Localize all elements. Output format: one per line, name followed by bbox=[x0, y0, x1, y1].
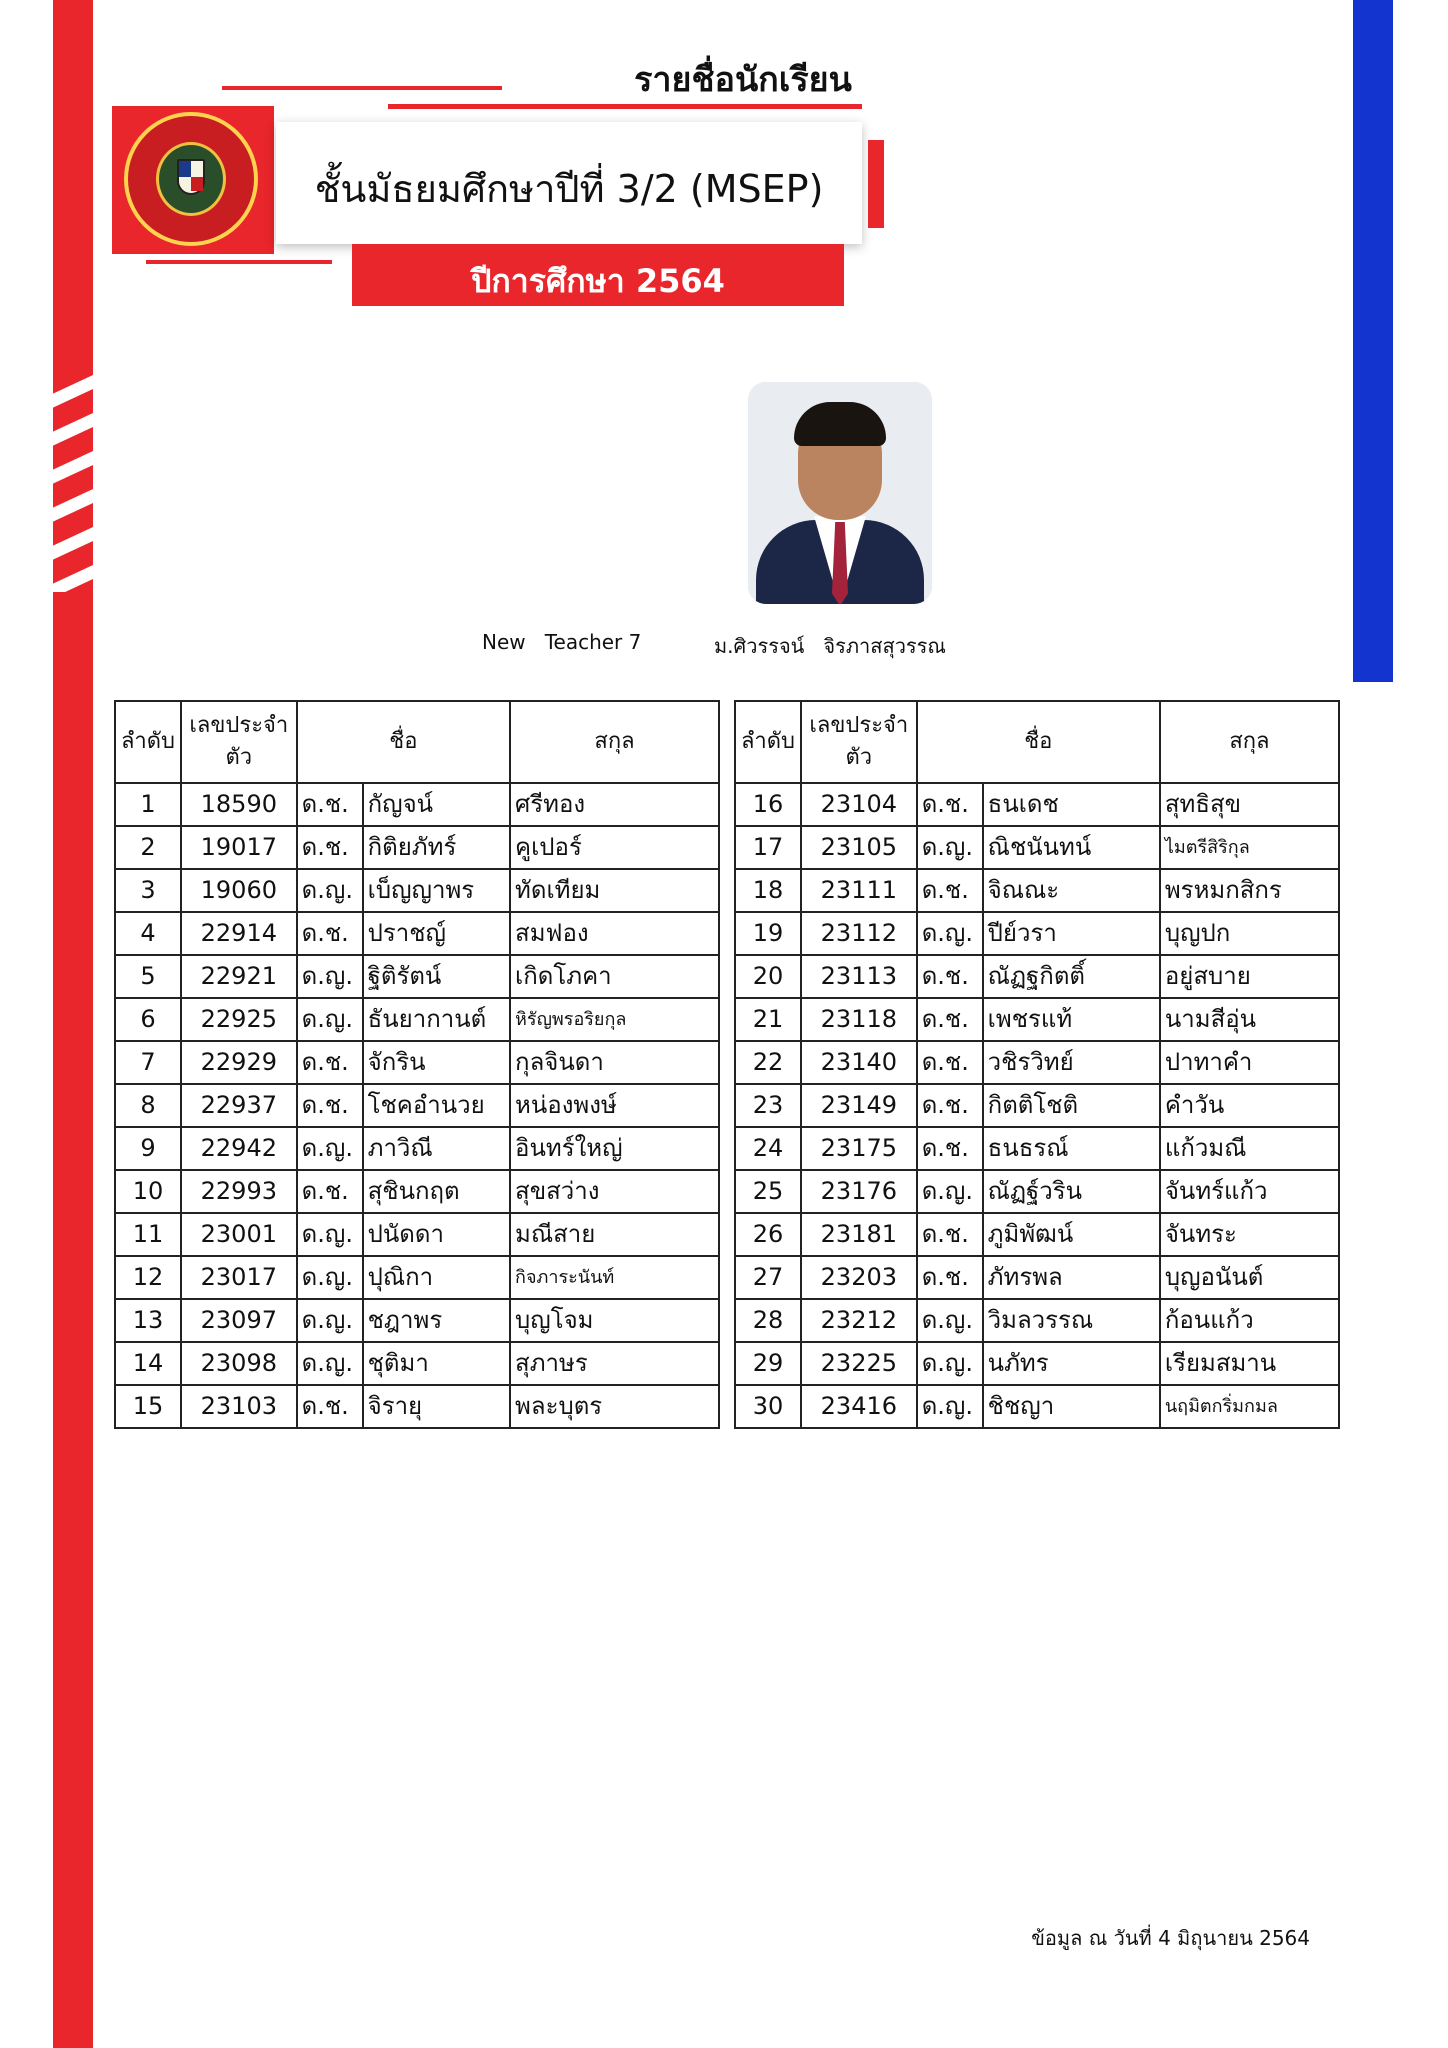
name-title: ด.ช. bbox=[297, 912, 363, 955]
row-number: 22 bbox=[735, 1041, 801, 1084]
shield-icon bbox=[177, 159, 205, 195]
table-row bbox=[115, 1342, 719, 1385]
table-row bbox=[115, 869, 719, 912]
table-row bbox=[115, 955, 719, 998]
name-title: ด.ช. bbox=[297, 826, 363, 869]
row-number: 5 bbox=[115, 955, 181, 998]
first-name: เพชรแท้ bbox=[983, 998, 1160, 1041]
student-id: 22993 bbox=[181, 1170, 297, 1213]
student-id: 22914 bbox=[181, 912, 297, 955]
roster-table-right bbox=[734, 700, 1340, 1429]
table-row bbox=[735, 1041, 1339, 1084]
name-title: ด.ช. bbox=[297, 1041, 363, 1084]
first-name: ภาวิณี bbox=[363, 1127, 510, 1170]
class-title-panel bbox=[276, 122, 862, 244]
last-name: นามสีอุ่น bbox=[1160, 998, 1339, 1041]
table-row bbox=[735, 783, 1339, 826]
last-name: หิรัญพรอริยกุล bbox=[510, 998, 719, 1041]
table-row bbox=[115, 912, 719, 955]
panel-accent bbox=[868, 140, 884, 228]
first-name: ธนธรณ์ bbox=[983, 1127, 1160, 1170]
row-number: 23 bbox=[735, 1084, 801, 1127]
name-title: ด.ญ. bbox=[917, 1342, 983, 1385]
name-title: ด.ช. bbox=[917, 1213, 983, 1256]
name-title: ด.ช. bbox=[297, 1385, 363, 1428]
last-name: พละบุตร bbox=[510, 1385, 719, 1428]
table-row bbox=[735, 1127, 1339, 1170]
table-row bbox=[115, 1256, 719, 1299]
last-name: เกิดโภคา bbox=[510, 955, 719, 998]
student-id: 23017 bbox=[181, 1256, 297, 1299]
first-name: ชุติมา bbox=[363, 1342, 510, 1385]
academic-year-banner bbox=[352, 244, 844, 306]
row-number: 24 bbox=[735, 1127, 801, 1170]
academic-year: ปีการศึกษา 2564 bbox=[471, 262, 725, 300]
last-name: ไมตรีสิริกุล bbox=[1160, 826, 1339, 869]
table-row bbox=[735, 1170, 1339, 1213]
name-title: ด.ญ. bbox=[297, 1213, 363, 1256]
row-number: 14 bbox=[115, 1342, 181, 1385]
last-name: คูเปอร์ bbox=[510, 826, 719, 869]
student-id: 23104 bbox=[801, 783, 917, 826]
table-row bbox=[115, 1170, 719, 1213]
first-name: ชฎาพร bbox=[363, 1299, 510, 1342]
row-number: 9 bbox=[115, 1127, 181, 1170]
header-no: ลำดับ bbox=[115, 701, 181, 783]
table-row bbox=[735, 998, 1339, 1041]
school-logo bbox=[112, 106, 274, 254]
teacher-photo bbox=[748, 382, 932, 604]
first-name: กิติยภัทร์ bbox=[363, 826, 510, 869]
row-number: 7 bbox=[115, 1041, 181, 1084]
table-row bbox=[115, 826, 719, 869]
student-id: 23098 bbox=[181, 1342, 297, 1385]
name-title: ด.ญ. bbox=[297, 1342, 363, 1385]
table-row bbox=[735, 1299, 1339, 1342]
first-name: ณัฏฐ์วริน bbox=[983, 1170, 1160, 1213]
header-id: เลขประจำตัว bbox=[801, 701, 917, 783]
student-id: 19017 bbox=[181, 826, 297, 869]
table-row bbox=[735, 826, 1339, 869]
student-id: 19060 bbox=[181, 869, 297, 912]
student-id: 23416 bbox=[801, 1385, 917, 1428]
header-first-name: ชื่อ bbox=[297, 701, 510, 783]
left-red-bar bbox=[53, 0, 93, 2048]
student-id: 23181 bbox=[801, 1213, 917, 1256]
last-name: จันทร์แก้ว bbox=[1160, 1170, 1339, 1213]
row-number: 25 bbox=[735, 1170, 801, 1213]
row-number: 6 bbox=[115, 998, 181, 1041]
row-number: 30 bbox=[735, 1385, 801, 1428]
row-number: 29 bbox=[735, 1342, 801, 1385]
table-header-row bbox=[115, 701, 719, 783]
first-name: โชคอำนวย bbox=[363, 1084, 510, 1127]
last-name: ปาทาคำ bbox=[1160, 1041, 1339, 1084]
first-name: ภูมิพัฒน์ bbox=[983, 1213, 1160, 1256]
last-name: เรียมสมาน bbox=[1160, 1342, 1339, 1385]
name-title: ด.ช. bbox=[297, 783, 363, 826]
row-number: 12 bbox=[115, 1256, 181, 1299]
row-number: 10 bbox=[115, 1170, 181, 1213]
student-id: 23001 bbox=[181, 1213, 297, 1256]
last-name: อินทร์ใหญ่ bbox=[510, 1127, 719, 1170]
first-name: ธนเดช bbox=[983, 783, 1160, 826]
row-number: 28 bbox=[735, 1299, 801, 1342]
table-row bbox=[735, 912, 1339, 955]
last-name: แก้วมณี bbox=[1160, 1127, 1339, 1170]
first-name: ชิชญา bbox=[983, 1385, 1160, 1428]
student-id: 23113 bbox=[801, 955, 917, 998]
right-blue-bar bbox=[1353, 0, 1393, 682]
first-name: เบ็ญญาพร bbox=[363, 869, 510, 912]
last-name: คำวัน bbox=[1160, 1084, 1339, 1127]
last-name: พรหมกสิกร bbox=[1160, 869, 1339, 912]
table-row bbox=[735, 1213, 1339, 1256]
row-number: 26 bbox=[735, 1213, 801, 1256]
student-id: 23112 bbox=[801, 912, 917, 955]
last-name: กุลจินดา bbox=[510, 1041, 719, 1084]
table-row bbox=[115, 1385, 719, 1428]
table-row bbox=[735, 1342, 1339, 1385]
first-name: กัญจน์ bbox=[363, 783, 510, 826]
student-id: 22937 bbox=[181, 1084, 297, 1127]
row-number: 18 bbox=[735, 869, 801, 912]
last-name: บุญอนันต์ bbox=[1160, 1256, 1339, 1299]
header-first-name: ชื่อ bbox=[917, 701, 1160, 783]
name-title: ด.ญ. bbox=[297, 998, 363, 1041]
table-row bbox=[115, 1084, 719, 1127]
first-name: ปีย์วรา bbox=[983, 912, 1160, 955]
left-bar-stripes bbox=[53, 372, 93, 592]
first-name: กิตติโชติ bbox=[983, 1084, 1160, 1127]
last-name: มณีสาย bbox=[510, 1213, 719, 1256]
first-name: ธันยากานต์ bbox=[363, 998, 510, 1041]
table-row bbox=[735, 1084, 1339, 1127]
row-number: 3 bbox=[115, 869, 181, 912]
student-id: 23118 bbox=[801, 998, 917, 1041]
student-id: 22929 bbox=[181, 1041, 297, 1084]
row-number: 17 bbox=[735, 826, 801, 869]
row-number: 8 bbox=[115, 1084, 181, 1127]
table-row bbox=[115, 1127, 719, 1170]
name-title: ด.ช. bbox=[917, 1041, 983, 1084]
table-row bbox=[115, 783, 719, 826]
decor-line-lower bbox=[146, 260, 332, 264]
name-title: ด.ญ. bbox=[917, 1170, 983, 1213]
last-name: บุญปก bbox=[1160, 912, 1339, 955]
name-title: ด.ช. bbox=[917, 1084, 983, 1127]
student-id: 23111 bbox=[801, 869, 917, 912]
teacher-label: New Teacher 7 bbox=[482, 630, 642, 654]
name-title: ด.ญ. bbox=[917, 826, 983, 869]
table-row bbox=[735, 955, 1339, 998]
first-name: ภัทรพล bbox=[983, 1256, 1160, 1299]
row-number: 19 bbox=[735, 912, 801, 955]
table-row bbox=[115, 1299, 719, 1342]
name-title: ด.ญ. bbox=[297, 1299, 363, 1342]
first-name: ณัฏฐกิตติ์ bbox=[983, 955, 1160, 998]
student-id: 23175 bbox=[801, 1127, 917, 1170]
student-id: 23103 bbox=[181, 1385, 297, 1428]
row-number: 1 bbox=[115, 783, 181, 826]
school-seal-icon bbox=[124, 112, 258, 246]
last-name: ทัดเทียม bbox=[510, 869, 719, 912]
row-number: 11 bbox=[115, 1213, 181, 1256]
name-title: ด.ช. bbox=[917, 869, 983, 912]
row-number: 16 bbox=[735, 783, 801, 826]
first-name: ปราชญ์ bbox=[363, 912, 510, 955]
student-id: 23097 bbox=[181, 1299, 297, 1342]
last-name: สุขสว่าง bbox=[510, 1170, 719, 1213]
first-name: วชิรวิทย์ bbox=[983, 1041, 1160, 1084]
row-number: 21 bbox=[735, 998, 801, 1041]
row-number: 27 bbox=[735, 1256, 801, 1299]
name-title: ด.ช. bbox=[917, 1127, 983, 1170]
name-title: ด.ช. bbox=[917, 955, 983, 998]
first-name: ปนัดดา bbox=[363, 1213, 510, 1256]
first-name: ปุณิกา bbox=[363, 1256, 510, 1299]
student-id: 23176 bbox=[801, 1170, 917, 1213]
name-title: ด.ช. bbox=[917, 998, 983, 1041]
seal-emblem bbox=[156, 142, 226, 216]
decor-line-top bbox=[388, 104, 862, 109]
student-id: 22921 bbox=[181, 955, 297, 998]
table-row bbox=[735, 1385, 1339, 1428]
header-last-name: สกุล bbox=[510, 701, 719, 783]
header-no: ลำดับ bbox=[735, 701, 801, 783]
student-id: 22942 bbox=[181, 1127, 297, 1170]
row-number: 15 bbox=[115, 1385, 181, 1428]
row-number: 13 bbox=[115, 1299, 181, 1342]
table-row bbox=[115, 1213, 719, 1256]
last-name: สุภาษร bbox=[510, 1342, 719, 1385]
student-id: 18590 bbox=[181, 783, 297, 826]
header-last-name: สกุล bbox=[1160, 701, 1339, 783]
table-row bbox=[115, 1041, 719, 1084]
table-row bbox=[735, 869, 1339, 912]
student-id: 22925 bbox=[181, 998, 297, 1041]
student-id: 23212 bbox=[801, 1299, 917, 1342]
first-name: จักริน bbox=[363, 1041, 510, 1084]
last-name: สุทธิสุข bbox=[1160, 783, 1339, 826]
student-id: 23225 bbox=[801, 1342, 917, 1385]
name-title: ด.ญ. bbox=[917, 1385, 983, 1428]
name-title: ด.ช. bbox=[917, 1256, 983, 1299]
first-name: วิมลวรรณ bbox=[983, 1299, 1160, 1342]
decor-line-upper bbox=[222, 86, 502, 90]
last-name: อยู่สบาย bbox=[1160, 955, 1339, 998]
roster-table-left bbox=[114, 700, 720, 1429]
class-title: ชั้นมัธยมศึกษาปีที่ 3/2 (MSEP) bbox=[314, 167, 824, 211]
first-name: สุชินกฤต bbox=[363, 1170, 510, 1213]
name-title: ด.ญ. bbox=[917, 912, 983, 955]
name-title: ด.ญ. bbox=[297, 955, 363, 998]
name-title: ด.ช. bbox=[297, 1084, 363, 1127]
first-name: ณิชนันทน์ bbox=[983, 826, 1160, 869]
header-id: เลขประจำตัว bbox=[181, 701, 297, 783]
last-name: บุญโจม bbox=[510, 1299, 719, 1342]
name-title: ด.ช. bbox=[917, 783, 983, 826]
data-date-note: ข้อมูล ณ วันที่ 4 มิถุนายน 2564 bbox=[1031, 1926, 1310, 1950]
name-title: ด.ญ. bbox=[297, 869, 363, 912]
table-header-row bbox=[735, 701, 1339, 783]
first-name: ฐิติรัตน์ bbox=[363, 955, 510, 998]
table-row bbox=[735, 1256, 1339, 1299]
student-id: 23203 bbox=[801, 1256, 917, 1299]
name-title: ด.ญ. bbox=[297, 1256, 363, 1299]
name-title: ด.ญ. bbox=[297, 1127, 363, 1170]
first-name: จิรายุ bbox=[363, 1385, 510, 1428]
first-name: จิณณะ bbox=[983, 869, 1160, 912]
row-number: 2 bbox=[115, 826, 181, 869]
student-id: 23149 bbox=[801, 1084, 917, 1127]
last-name: ก้อนแก้ว bbox=[1160, 1299, 1339, 1342]
table-row bbox=[115, 998, 719, 1041]
last-name: นฤมิตกริ่มกมล bbox=[1160, 1385, 1339, 1428]
name-title: ด.ญ. bbox=[917, 1299, 983, 1342]
row-number: 20 bbox=[735, 955, 801, 998]
last-name: สมฟอง bbox=[510, 912, 719, 955]
last-name: กิจภาระนันท์ bbox=[510, 1256, 719, 1299]
first-name: นภัทร bbox=[983, 1342, 1160, 1385]
last-name: หน่องพงษ์ bbox=[510, 1084, 719, 1127]
list-title: รายชื่อนักเรียน bbox=[634, 60, 852, 100]
last-name: จันทระ bbox=[1160, 1213, 1339, 1256]
row-number: 4 bbox=[115, 912, 181, 955]
last-name: ศรีทอง bbox=[510, 783, 719, 826]
student-id: 23105 bbox=[801, 826, 917, 869]
name-title: ด.ช. bbox=[297, 1170, 363, 1213]
teacher-name: ม.ศิวรรจน์ จิรภาสสุวรรณ bbox=[714, 634, 946, 658]
student-id: 23140 bbox=[801, 1041, 917, 1084]
